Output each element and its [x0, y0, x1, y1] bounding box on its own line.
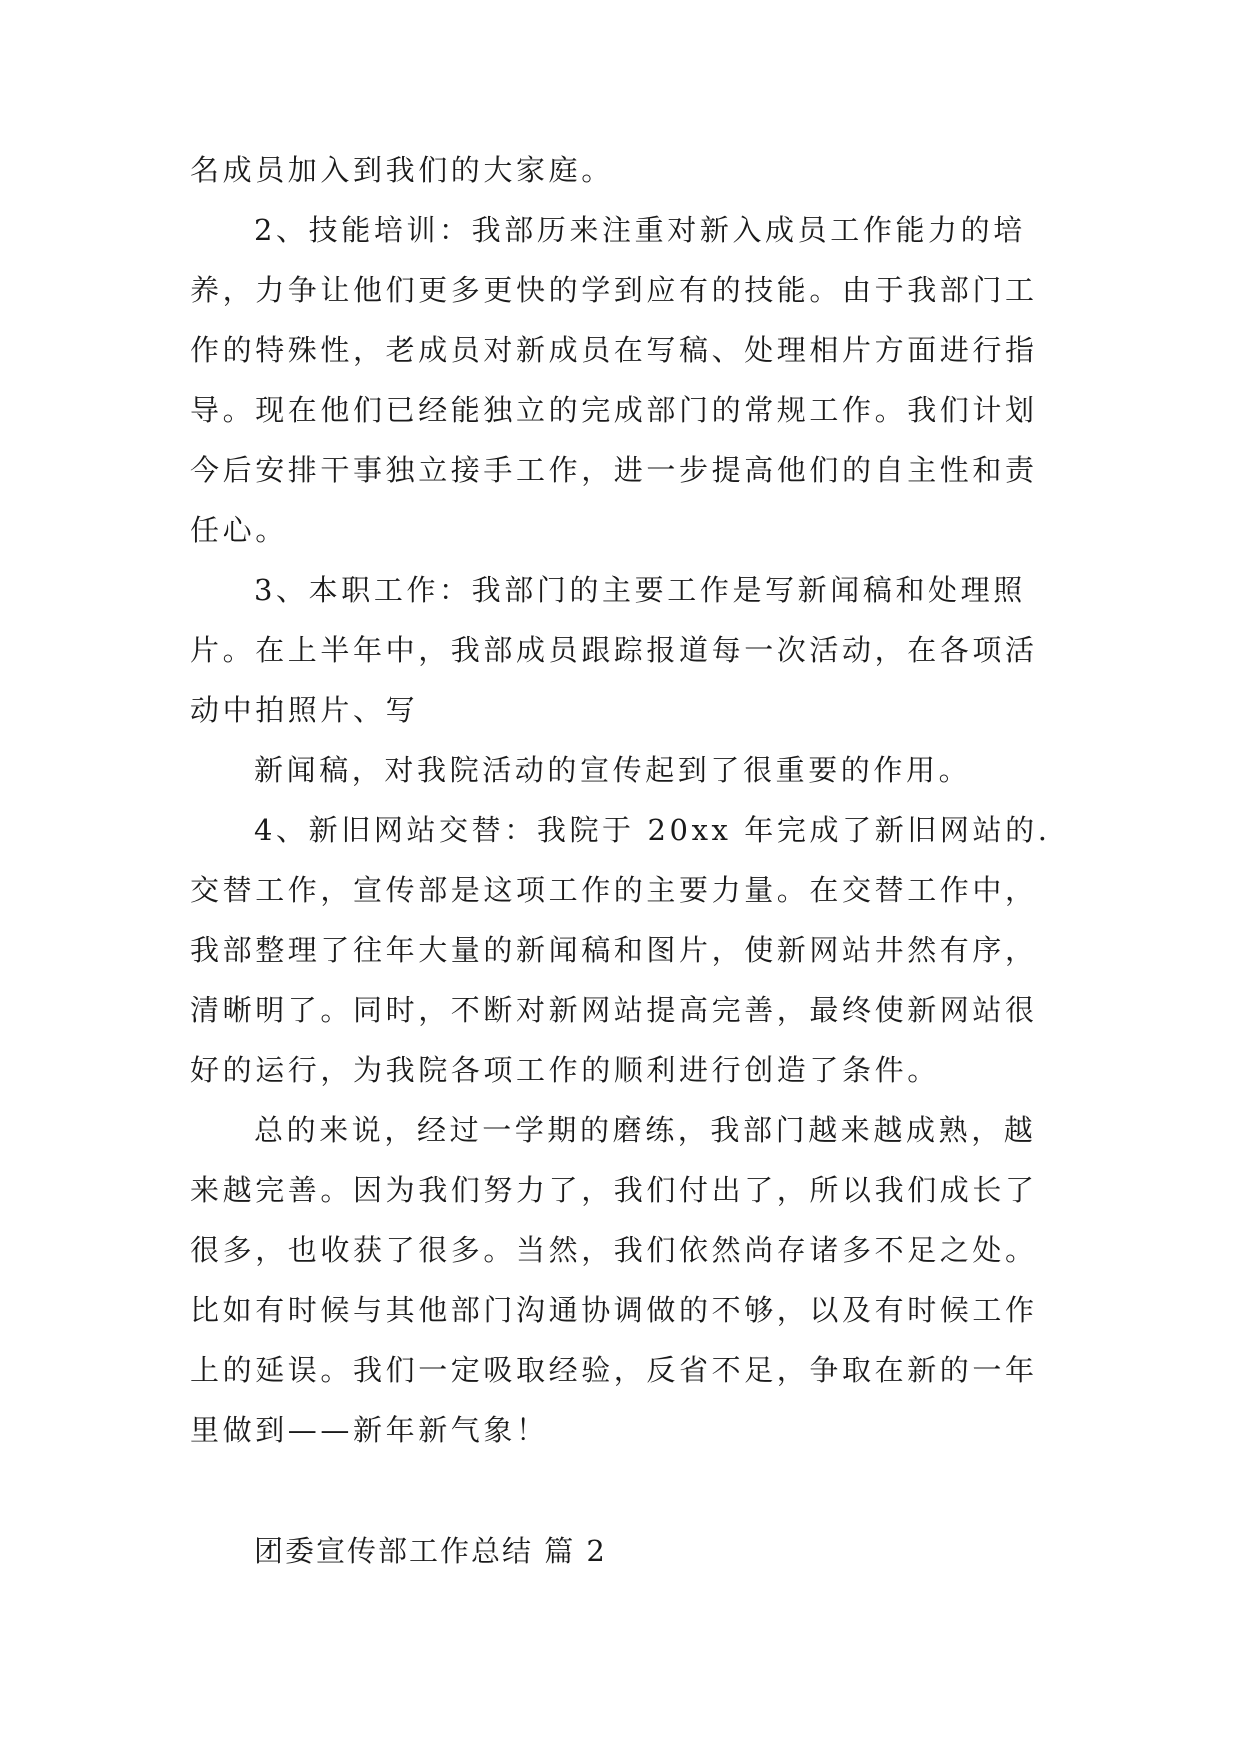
- text-line: 名成员加入到我们的大家庭。: [190, 153, 614, 187]
- text-line: 养，力争让他们更多更快的学到应有的技能。由于我部门工: [190, 273, 1038, 307]
- text-line: 来越完善。因为我们努力了，我们付出了，所以我们成长了: [190, 1173, 1038, 1207]
- text-line: 上的延误。我们一定吸取经验，反省不足，争取在新的一年: [190, 1353, 1038, 1387]
- text-line: 今后安排干事独立接手工作，进一步提高他们的自主性和责: [190, 453, 1038, 487]
- text-line: 片。在上半年中，我部成员跟踪报道每一次活动，在各项活: [190, 633, 1038, 667]
- text-line: 交替工作，宣传部是这项工作的主要力量。在交替工作中，: [190, 873, 1038, 907]
- text-line: 清晰明了。同时，不断对新网站提高完善，最终使新网站很: [190, 993, 1038, 1027]
- text-line: 任心。: [190, 513, 288, 547]
- text-line: 导。现在他们已经能独立的完成部门的常规工作。我们计划: [190, 393, 1038, 427]
- text-line: 比如有时候与其他部门沟通协调做的不够，以及有时候工作: [190, 1293, 1038, 1327]
- text-line: 里做到——新年新气象！: [190, 1413, 549, 1447]
- text-line: 总的来说，经过一学期的磨练，我部门越来越成熟，越: [254, 1113, 1037, 1147]
- text-line: 很多，也收获了很多。当然，我们依然尚存诸多不足之处。: [190, 1233, 1038, 1267]
- text-line: 新闻稿，对我院活动的宣传起到了很重要的作用。: [254, 753, 972, 787]
- text-line: 作的特殊性，老成员对新成员在写稿、处理相片方面进行指: [190, 333, 1038, 367]
- text-line: 4、新旧网站交替：我院于 20xx 年完成了新旧网站的.: [254, 813, 1051, 847]
- section-title: 团委宣传部工作总结 篇 2: [254, 1534, 607, 1568]
- text-line: 2、技能培训：我部历来注重对新入成员工作能力的培: [254, 213, 1026, 247]
- text-line: 动中拍照片、写: [190, 693, 419, 727]
- text-line: 好的运行，为我院各项工作的顺利进行创造了条件。: [190, 1053, 940, 1087]
- text-line: 我部整理了往年大量的新闻稿和图片，使新网站井然有序，: [190, 933, 1038, 967]
- text-line: 3、本职工作：我部门的主要工作是写新闻稿和处理照: [254, 573, 1026, 607]
